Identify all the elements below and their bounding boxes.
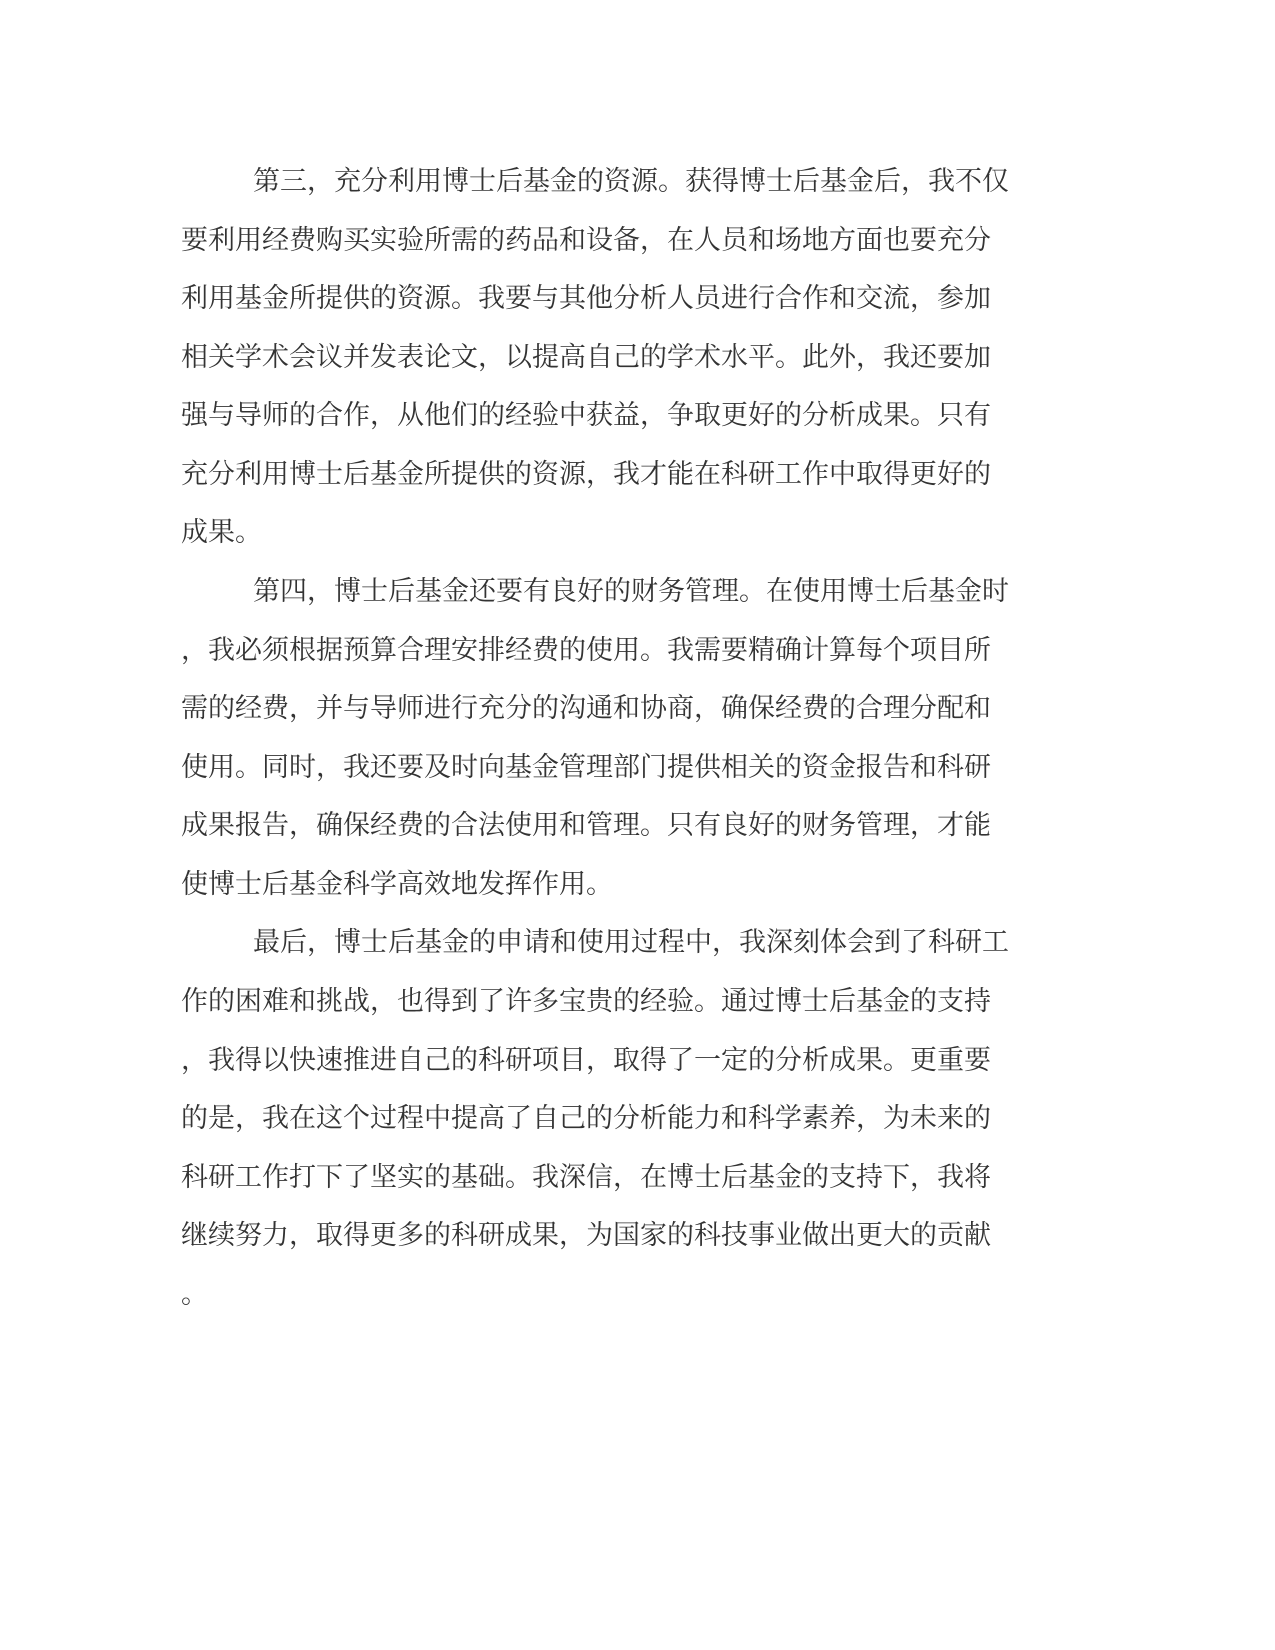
paragraph-line: 利用基金所提供的资源。我要与其他分析人员进行合作和交流，参加 [181,283,991,314]
paragraph-line: 成果。 [181,517,262,548]
paragraph-line: 成果报告，确保经费的合法使用和管理。只有良好的财务管理，才能 [181,810,991,841]
paragraph-line: 使用。同时，我还要及时向基金管理部门提供相关的资金报告和科研 [181,752,991,783]
paragraph-line: 要利用经费购买实验所需的药品和设备，在人员和场地方面也要充分 [181,225,991,256]
paragraph-line: ，我必须根据预算合理安排经费的使用。我需要精确计算每个项目所 [181,635,991,666]
paragraph-line: 作的困难和挑战，也得到了许多宝贵的经验。通过博士后基金的支持 [181,986,991,1017]
paragraph-line: 强与导师的合作，从他们的经验中获益，争取更好的分析成果。只有 [181,400,991,431]
paragraph-line: 科研工作打下了坚实的基础。我深信，在博士后基金的支持下，我将 [181,1162,991,1193]
paragraph-line: 相关学术会议并发表论文，以提高自己的学术水平。此外，我还要加 [181,342,991,373]
paragraph-line: 最后，博士后基金的申请和使用过程中，我深刻体会到了科研工 [253,927,1009,958]
paragraph-line: 继续努力，取得更多的科研成果，为国家的科技事业做出更大的贡献 [181,1220,991,1251]
paragraph-line: 使博士后基金科学高效地发挥作用。 [181,869,613,900]
paragraph-line: 的是，我在这个过程中提高了自己的分析能力和科学素养，为未来的 [181,1103,991,1134]
paragraph-line: 第三，充分利用博士后基金的资源。获得博士后基金后，我不仅 [253,166,1009,197]
paragraph-line: 第四，博士后基金还要有良好的财务管理。在使用博士后基金时 [253,576,1009,607]
paragraph-line: 。 [181,1279,208,1310]
paragraph-line: ，我得以快速推进自己的科研项目，取得了一定的分析成果。更重要 [181,1045,991,1076]
paragraph-line: 需的经费，并与导师进行充分的沟通和协商，确保经费的合理分配和 [181,693,991,724]
paragraph-line: 充分利用博士后基金所提供的资源，我才能在科研工作中取得更好的 [181,459,991,490]
